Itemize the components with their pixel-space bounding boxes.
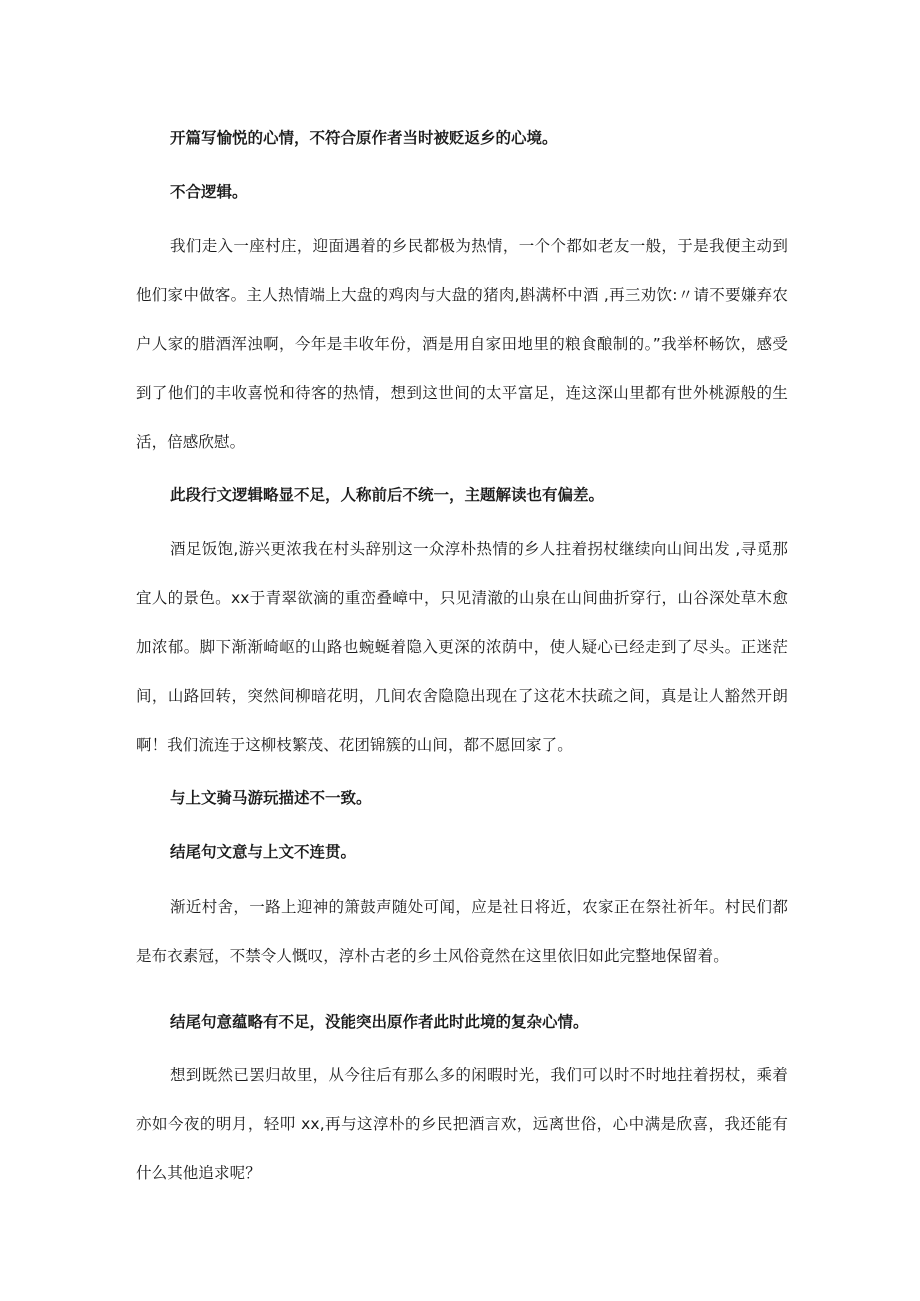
comment-ending-meaning: 结尾句意蕴略有不足，没能突出原作者此时此境的复杂心情。 [170, 1013, 589, 1031]
paragraph-village-visit: 我们走入一座村庄，迎面遇着的乡民都极为热情，一个个都如老友一般，于是我便主动到他们家中做客。主人热情端上大盘的鸡肉与大盘的猪肉,斟满杯中酒 ,再三劝饮:〃请不要嫌弃农户人家的腊酒浑浊啊，今年是丰收年份，酒是用自家田地里的粮食酿制的。”我举杯畅饮，感受到了他们的丰收喜悦和待客的热情，想到这世间的太平富足，连这深山里都有世外桃源般的生活，倍感欣慰。 [136, 237, 788, 451]
paragraph-closing-thoughts: 想到既然已罢归故里，从今往后有那么多的闲暇时光，我们可以时不时地拄着拐杖，乘着亦如今夜的明月，轻叩 xx,再与这淳朴的乡民把酒言欢，远离世俗，心中满是欣喜，我还能有什么其他追求呢？ [136, 1066, 788, 1182]
comment-riding-inconsistency: 与上文骑马游玩描述不一致。 [170, 789, 372, 807]
comment-opening-mood: 开篇写愉悦的心情，不符合原作者当时被贬返乡的心境。 [170, 129, 558, 147]
comment-illogical: 不合逻辑。 [170, 183, 248, 201]
paragraph-village-custom: 渐近村舍，一路上迎神的箫鼓声随处可闻，应是社日将近，农家正在祭社祈年。村民们都是布衣素冠，不禁令人慨叹，淳朴古老的乡土风俗竟然在这里依旧如此完整地保留着。 [136, 898, 788, 965]
comment-ending-incoherent: 结尾句文意与上文不连贯。 [170, 843, 357, 861]
comment-paragraph-logic: 此段行文逻辑略显不足，人称前后不统一，主题解读也有偏差。 [170, 486, 605, 504]
paragraph-mountain-journey: 酒足饭饱,游兴更浓我在村头辞别这一众淳朴热情的乡人拄着拐杖继续向山间出发 ,寻觅那宜人的景色。xx于青翠欲滴的重峦叠嶂中，只见清澈的山泉在山间曲折穿行，山谷深处草木愈加浓郁。脚下渐渐崎岖的山路也蜿蜒着隐入更深的浓荫中，使人疑心已经走到了尽头。正迷茫间，山路回转，突然间柳暗花明，几间农舍隐隐出现在了这花木扶疏之间，真是让人豁然开朗啊！我们流连于这柳枝繁茂、花团锦簇的山间，都不愿回家了。 [136, 540, 788, 754]
